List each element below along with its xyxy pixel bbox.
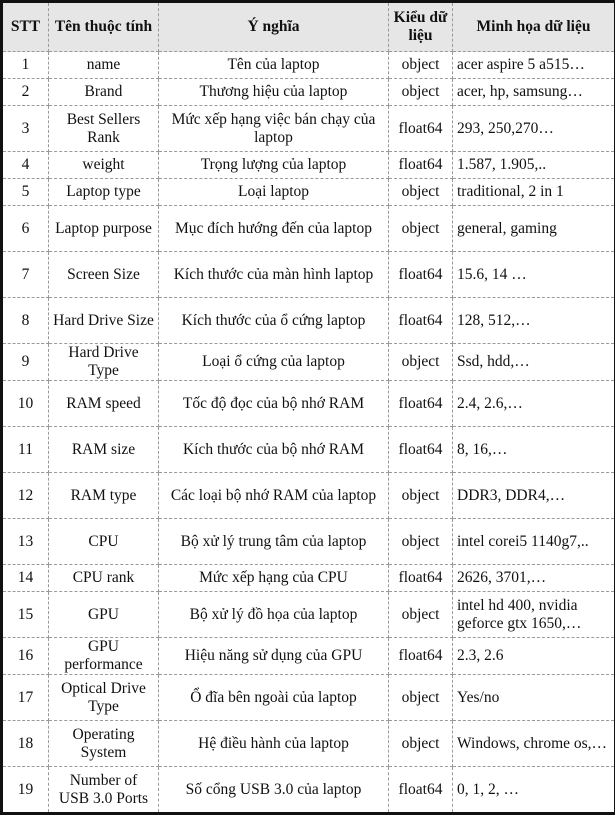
cell-data-type: object <box>389 721 453 767</box>
cell-example: 2626, 3701,… <box>453 565 615 592</box>
cell-attribute-name: Best Sellers Rank <box>49 106 159 152</box>
table-row <box>2 206 615 252</box>
table-row <box>2 52 615 79</box>
cell-attribute-name: Number of USB 3.0 Ports <box>49 767 159 814</box>
cell-meaning: Mức xếp hạng việc bán chạy của laptop <box>159 106 389 152</box>
table-row <box>2 79 615 106</box>
cell-stt: 8 <box>2 298 49 344</box>
cell-example: intel hd 400, nvidia geforce gtx 1650,… <box>453 592 615 638</box>
cell-attribute-name: GPU <box>49 592 159 638</box>
cell-meaning: Hệ điều hành của laptop <box>159 721 389 767</box>
cell-data-type: object <box>389 592 453 638</box>
table-body <box>2 52 615 814</box>
table-row <box>2 252 615 298</box>
cell-meaning: Ổ đĩa bên ngoài của laptop <box>159 675 389 721</box>
cell-meaning: Kích thước của ổ cứng laptop <box>159 298 389 344</box>
cell-example: 0, 1, 2, … <box>453 767 615 814</box>
header-stt: STT <box>2 2 49 52</box>
cell-stt: 18 <box>2 721 49 767</box>
cell-stt: 9 <box>2 344 49 381</box>
cell-attribute-name: Operating System <box>49 721 159 767</box>
cell-data-type: object <box>389 473 453 519</box>
cell-example: 2.3, 2.6 <box>453 638 615 675</box>
cell-meaning: Mục đích hướng đến của laptop <box>159 206 389 252</box>
cell-example: general, gaming <box>453 206 615 252</box>
cell-stt: 19 <box>2 767 49 814</box>
cell-data-type: float64 <box>389 565 453 592</box>
cell-attribute-name: CPU rank <box>49 565 159 592</box>
cell-stt: 5 <box>2 179 49 206</box>
table-row <box>2 675 615 721</box>
table-row <box>2 298 615 344</box>
cell-example: Yes/no <box>453 675 615 721</box>
cell-data-type: float64 <box>389 638 453 675</box>
cell-data-type: float64 <box>389 298 453 344</box>
cell-example: 128, 512,… <box>453 298 615 344</box>
cell-stt: 12 <box>2 473 49 519</box>
cell-data-type: float64 <box>389 152 453 179</box>
cell-meaning: Số cổng USB 3.0 của laptop <box>159 767 389 814</box>
table-row <box>2 519 615 565</box>
header-example: Minh họa dữ liệu <box>453 2 615 52</box>
cell-attribute-name: GPU performance <box>49 638 159 675</box>
table-header <box>2 2 615 52</box>
cell-attribute-name: Laptop type <box>49 179 159 206</box>
cell-data-type: float64 <box>389 381 453 427</box>
cell-meaning: Loại laptop <box>159 179 389 206</box>
header-data-type: Kiểu dữ liệu <box>389 2 453 52</box>
cell-example: 1.587, 1.905,.. <box>453 152 615 179</box>
table-row <box>2 427 615 473</box>
table-row <box>2 767 615 814</box>
cell-stt: 3 <box>2 106 49 152</box>
cell-stt: 14 <box>2 565 49 592</box>
cell-stt: 7 <box>2 252 49 298</box>
cell-attribute-name: Brand <box>49 79 159 106</box>
table-row <box>2 721 615 767</box>
cell-example: 15.6, 14 … <box>453 252 615 298</box>
cell-example: 2.4, 2.6,… <box>453 381 615 427</box>
cell-attribute-name: RAM size <box>49 427 159 473</box>
table-row <box>2 592 615 638</box>
table-row <box>2 152 615 179</box>
cell-meaning: Thương hiệu của laptop <box>159 79 389 106</box>
cell-meaning: Loại ổ cứng của laptop <box>159 344 389 381</box>
cell-meaning: Mức xếp hạng của CPU <box>159 565 389 592</box>
cell-meaning: Tốc độ đọc của bộ nhớ RAM <box>159 381 389 427</box>
cell-data-type: object <box>389 206 453 252</box>
cell-stt: 10 <box>2 381 49 427</box>
cell-attribute-name: Screen Size <box>49 252 159 298</box>
cell-example: DDR3, DDR4,… <box>453 473 615 519</box>
header-meaning: Ý nghĩa <box>159 2 389 52</box>
cell-stt: 11 <box>2 427 49 473</box>
cell-meaning: Kích thước của bộ nhớ RAM <box>159 427 389 473</box>
cell-stt: 17 <box>2 675 49 721</box>
cell-data-type: object <box>389 79 453 106</box>
cell-stt: 6 <box>2 206 49 252</box>
table-row <box>2 179 615 206</box>
cell-meaning: Bộ xử lý trung tâm của laptop <box>159 519 389 565</box>
table-row <box>2 565 615 592</box>
cell-stt: 1 <box>2 52 49 79</box>
cell-attribute-name: RAM type <box>49 473 159 519</box>
cell-example: Windows, chrome os,… <box>453 721 615 767</box>
cell-stt: 4 <box>2 152 49 179</box>
header-attribute-name: Tên thuộc tính <box>49 2 159 52</box>
cell-attribute-name: Hard Drive Type <box>49 344 159 381</box>
cell-data-type: object <box>389 344 453 381</box>
cell-data-type: object <box>389 179 453 206</box>
table-row <box>2 381 615 427</box>
cell-example: Ssd, hdd,… <box>453 344 615 381</box>
cell-stt: 2 <box>2 79 49 106</box>
table-row <box>2 473 615 519</box>
cell-data-type: float64 <box>389 252 453 298</box>
cell-data-type: float64 <box>389 427 453 473</box>
cell-example: acer aspire 5 a515… <box>453 52 615 79</box>
cell-meaning: Hiệu năng sử dụng của GPU <box>159 638 389 675</box>
cell-data-type: float64 <box>389 106 453 152</box>
cell-stt: 13 <box>2 519 49 565</box>
cell-example: 293, 250,270… <box>453 106 615 152</box>
cell-stt: 16 <box>2 638 49 675</box>
cell-attribute-name: name <box>49 52 159 79</box>
cell-attribute-name: Laptop purpose <box>49 206 159 252</box>
cell-meaning: Bộ xử lý đồ họa của laptop <box>159 592 389 638</box>
cell-data-type: object <box>389 519 453 565</box>
cell-meaning: Kích thước của màn hình laptop <box>159 252 389 298</box>
cell-meaning: Trọng lượng của laptop <box>159 152 389 179</box>
cell-attribute-name: Optical Drive Type <box>49 675 159 721</box>
cell-data-type: float64 <box>389 767 453 814</box>
cell-attribute-name: weight <box>49 152 159 179</box>
cell-attribute-name: RAM speed <box>49 381 159 427</box>
cell-example: traditional, 2 in 1 <box>453 179 615 206</box>
table-row <box>2 106 615 152</box>
cell-stt: 15 <box>2 592 49 638</box>
cell-meaning: Tên của laptop <box>159 52 389 79</box>
cell-example: acer, hp, samsung… <box>453 79 615 106</box>
cell-example: intel corei5 1140g7,.. <box>453 519 615 565</box>
cell-meaning: Các loại bộ nhớ RAM của laptop <box>159 473 389 519</box>
cell-data-type: object <box>389 52 453 79</box>
cell-data-type: object <box>389 675 453 721</box>
cell-attribute-name: CPU <box>49 519 159 565</box>
cell-example: 8, 16,… <box>453 427 615 473</box>
table-row <box>2 344 615 381</box>
table-row <box>2 638 615 675</box>
cell-attribute-name: Hard Drive Size <box>49 298 159 344</box>
